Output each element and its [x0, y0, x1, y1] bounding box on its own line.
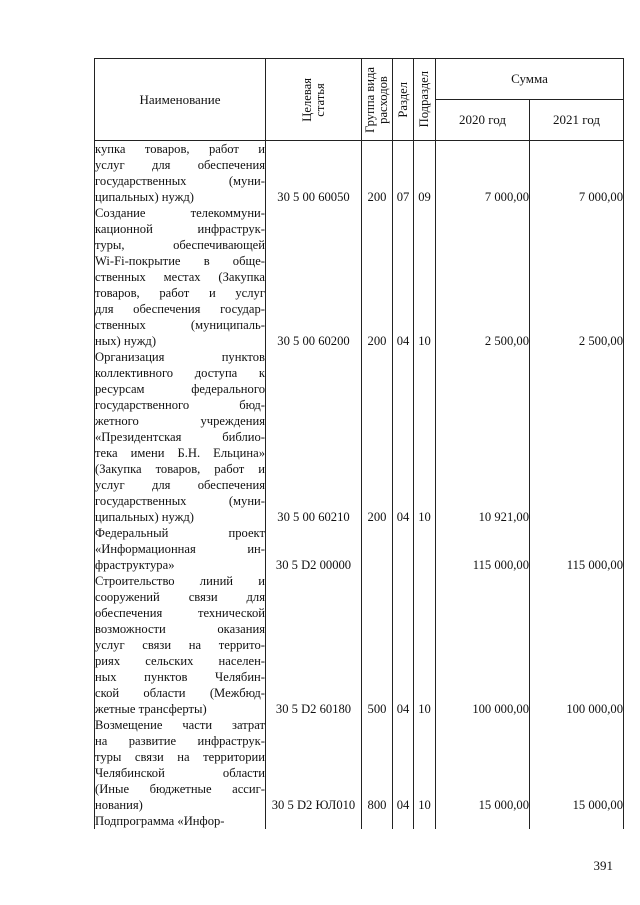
row-name: [95, 813, 266, 829]
row-subsection: [414, 525, 436, 573]
row-sum-2021: [530, 349, 624, 525]
row-name-line: возможности оказания: [95, 622, 265, 636]
row-name-line: «Президентская библио-: [95, 430, 265, 444]
row-name-line: Организация пунктов: [95, 350, 265, 364]
row-name-line: ных) нужд): [95, 334, 157, 348]
row-name-line: для обеспечения государ-: [95, 302, 265, 316]
row-target-code: [266, 813, 362, 829]
row-name-line: сооружений связи для: [95, 590, 265, 604]
row-sum-2020: [436, 813, 530, 829]
row-name-line: жетные трансферты): [95, 702, 207, 716]
row-name-line: товаров, работ и услуг: [95, 286, 265, 300]
row-sum-2020: 15 000,00: [436, 717, 530, 813]
row-subsection: 10: [414, 349, 436, 525]
row-name: [95, 141, 266, 206]
row-name-line: Создание телекоммуни-: [95, 206, 265, 220]
table-row: [95, 717, 624, 813]
row-name-line: услуг для обеспечения: [95, 478, 265, 492]
row-name: [95, 573, 266, 717]
table-row: [95, 525, 624, 573]
row-sum-2021: 115 000,00: [530, 525, 624, 573]
header-group: [362, 59, 393, 141]
row-name-line: услуг для обеспечения: [95, 158, 265, 172]
table-body: [95, 141, 624, 830]
row-name-line: жетного учреждения: [95, 414, 265, 428]
row-name-line: ресурсам федерального: [95, 382, 265, 396]
row-section: [393, 813, 414, 829]
row-name: [95, 205, 266, 349]
row-name-line: купка товаров, работ и: [95, 142, 265, 156]
row-sum-2021: [530, 813, 624, 829]
row-name: [95, 525, 266, 573]
row-expense-group: [362, 525, 393, 573]
row-name-line: государственных (муни-: [95, 174, 265, 188]
row-subsection: 09: [414, 141, 436, 206]
header-target-text: Целевая статья: [299, 77, 327, 122]
row-name-line: (Закупка товаров, работ и: [95, 462, 265, 476]
row-expense-group: 500: [362, 573, 393, 717]
row-name-line: государственного бюд-: [95, 398, 265, 412]
row-name-line: обеспечения технической: [95, 606, 265, 620]
row-target-code: 30 5 00 60210: [266, 349, 362, 525]
row-name-line: Возмещение части затрат: [95, 718, 265, 732]
row-name-line: фраструктура»: [95, 558, 175, 572]
row-section: [393, 525, 414, 573]
table-row: [95, 573, 624, 717]
header-name: Наименование: [95, 59, 266, 141]
row-sum-2021: 15 000,00: [530, 717, 624, 813]
row-name-line: ственных (муниципаль-: [95, 318, 265, 332]
row-sum-2021: 7 000,00: [530, 141, 624, 206]
row-target-code: 30 5 D2 00000: [266, 525, 362, 573]
row-name-line: Wi-Fi-покрытие в обще-: [95, 254, 265, 268]
row-name-line: туры связи на территории: [95, 750, 265, 764]
row-name-line: Челябинской области: [95, 766, 265, 780]
row-section: 04: [393, 205, 414, 349]
table-row: [95, 205, 624, 349]
row-section: 07: [393, 141, 414, 206]
row-subsection: 10: [414, 573, 436, 717]
header-section-text: Раздел: [395, 81, 410, 118]
row-name-line: ципальных) нужд): [95, 510, 194, 524]
row-name-line: Федеральный проект: [95, 526, 265, 540]
header-row: [95, 59, 624, 100]
header-group-text: Группа вида расходов: [363, 66, 390, 133]
header-year-2021: 2021 год: [530, 100, 624, 141]
row-expense-group: 800: [362, 717, 393, 813]
row-subsection: 10: [414, 717, 436, 813]
row-section: 04: [393, 349, 414, 525]
row-name: [95, 349, 266, 525]
row-subsection: 10: [414, 205, 436, 349]
row-name-line: «Информационная ин-: [95, 542, 265, 556]
budget-table: [94, 58, 624, 829]
row-subsection: [414, 813, 436, 829]
row-sum-2020: 100 000,00: [436, 573, 530, 717]
row-name-line: ципальных) нужд): [95, 190, 194, 204]
row-name-line: ных пунктов Челябин-: [95, 670, 265, 684]
row-expense-group: 200: [362, 141, 393, 206]
row-target-code: 30 5 D2 ЮЛ010: [266, 717, 362, 813]
row-name-line: на развитие инфраструк-: [95, 734, 265, 748]
header-subsection: [414, 59, 436, 141]
row-target-code: 30 5 00 60200: [266, 205, 362, 349]
row-name-line: услуг связи на террито-: [95, 638, 265, 652]
row-name-line: кационной инфраструк-: [95, 222, 265, 236]
table-row: [95, 349, 624, 525]
table-row: [95, 813, 624, 829]
row-section: 04: [393, 717, 414, 813]
header-subsection-text: Подраздел: [417, 71, 431, 128]
row-expense-group: [362, 813, 393, 829]
row-name-line: нования): [95, 798, 143, 812]
row-name-line: ской области (Межбюд-: [95, 686, 265, 700]
page-number: 391: [593, 858, 613, 873]
row-target-code: 30 5 00 60050: [266, 141, 362, 206]
row-name-line: тека имени Б.Н. Ельцина»: [95, 446, 265, 460]
row-sum-2021: 2 500,00: [530, 205, 624, 349]
header-sum: Сумма: [436, 59, 624, 100]
row-name-line: (Иные бюджетные ассиг-: [95, 782, 265, 796]
row-sum-2020: 7 000,00: [436, 141, 530, 206]
row-section: 04: [393, 573, 414, 717]
header-target: [266, 59, 362, 141]
row-name-line: государственных (муни-: [95, 494, 265, 508]
header-year-2020: 2020 год: [436, 100, 530, 141]
row-sum-2020: 115 000,00: [436, 525, 530, 573]
header-section: [393, 59, 414, 141]
row-sum-2020: 10 921,00: [436, 349, 530, 525]
row-sum-2020: 2 500,00: [436, 205, 530, 349]
row-name: [95, 717, 266, 813]
row-sum-2021: 100 000,00: [530, 573, 624, 717]
row-expense-group: 200: [362, 349, 393, 525]
row-name-line: Подпрограмма «Инфор-: [95, 814, 225, 828]
row-name-line: Строительство линий и: [95, 574, 265, 588]
row-name-line: туры, обеспечивающей: [95, 238, 265, 252]
row-target-code: 30 5 D2 60180: [266, 573, 362, 717]
row-name-line: риях сельских населен-: [95, 654, 265, 668]
row-name-line: ственных местах (Закупка: [95, 270, 265, 284]
row-expense-group: 200: [362, 205, 393, 349]
row-name-line: коллективного доступа к: [95, 366, 265, 380]
table-row: [95, 141, 624, 206]
